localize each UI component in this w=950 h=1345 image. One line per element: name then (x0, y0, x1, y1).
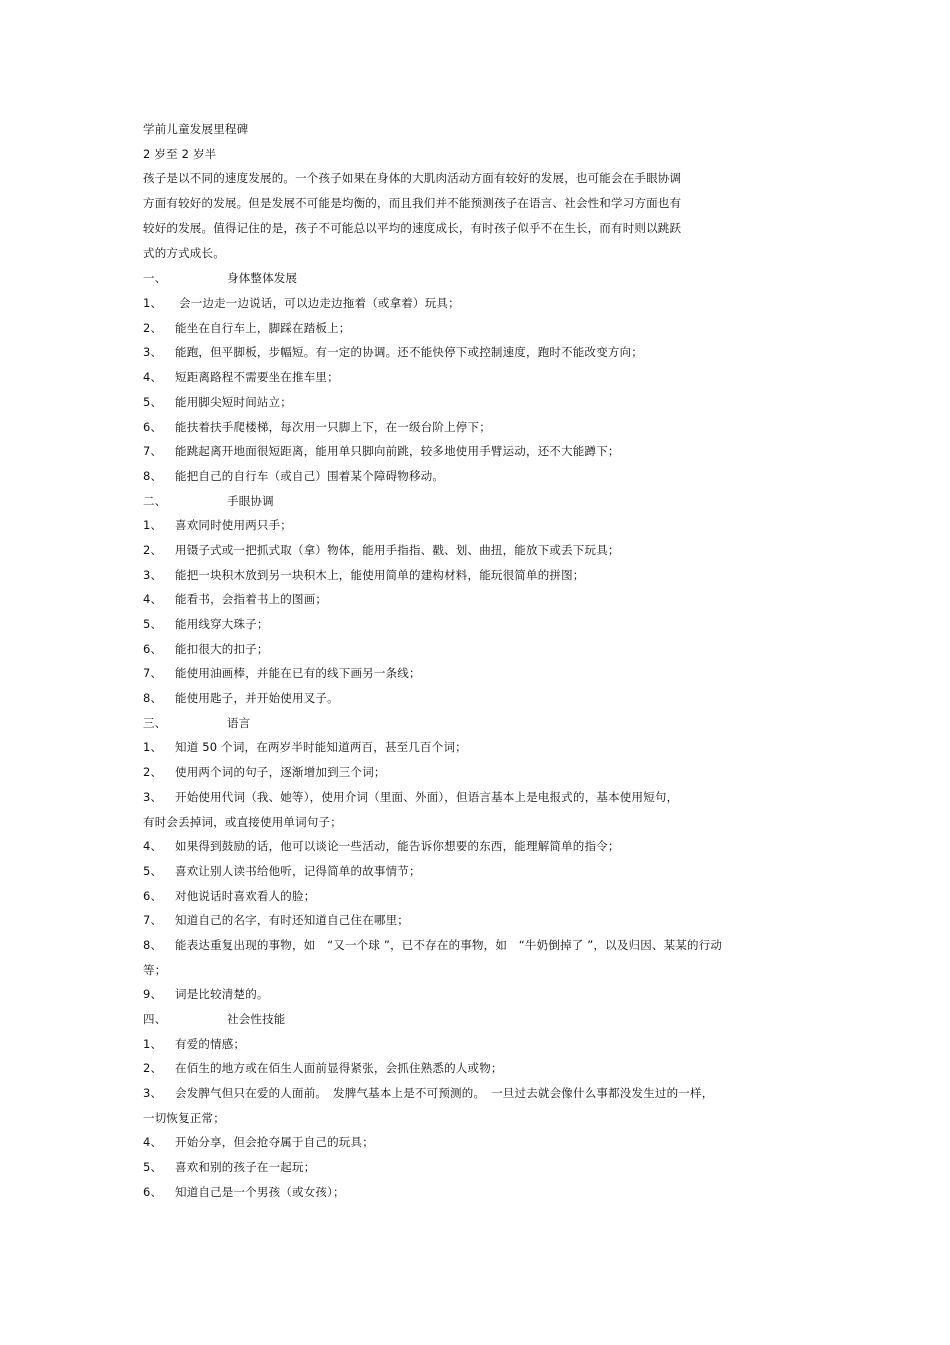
section-heading (143, 266, 803, 291)
item-text: 等； (143, 962, 167, 977)
item-text: 能用线穿大珠子； (175, 617, 269, 631)
item-text: 能使用油画棒，并能在已有的线下画另一条线； (175, 666, 421, 681)
item-number: 7、 (143, 444, 163, 459)
list-item (143, 365, 803, 390)
list-item-continuation (143, 1106, 803, 1131)
section-title: 社会性技能 (227, 1012, 286, 1026)
item-text: 能坐在自行车上，脚踩在踏板上； (175, 320, 351, 335)
item-text: 用镊子式或一把抓式取（拿）物体，能用手指指、戳、划、曲扭，能放下或丢下玩具； (175, 542, 620, 557)
section-number: 三、 (143, 715, 167, 730)
item-text: 喜欢让别人读书给他听，记得简单的故事情节； (175, 863, 421, 878)
item-number: 4、 (143, 370, 163, 385)
item-number: 6、 (143, 641, 163, 656)
section-title: 身体整体发展 (227, 271, 298, 286)
item-text: 能表达重复出现的事物，如 “又一个球 ”，已不存在的事物，如 “牛奶倒掉了 ”，以及归因、某某的行动 (175, 937, 723, 952)
item-text: 在佰生的地方或在佰生人面前显得紧张，会抓住熟悉的人或物； (175, 1061, 503, 1076)
list-item (143, 1081, 803, 1106)
list-item (143, 1056, 803, 1081)
item-number: 4、 (143, 1135, 163, 1150)
list-item-continuation (143, 810, 803, 835)
intro-line: 式的方式成长。 (143, 246, 225, 261)
list-item (143, 1155, 803, 1180)
section-heading (143, 1007, 803, 1032)
item-text: 能跑，但平脚板，步幅短。有一定的协调。还不能快停下或控制速度，跑时不能改变方向； (175, 345, 643, 360)
item-text: 能看书，会指着书上的图画； (175, 592, 328, 607)
item-text: 知道自己的名字，有时还知道自己住在哪里； (175, 913, 409, 928)
item-number: 1、 (143, 518, 163, 533)
intro-paragraph (143, 166, 743, 266)
item-number: 2、 (143, 1061, 163, 1076)
section-heading (143, 489, 803, 514)
item-text: 有时会丢掉词，或直接使用单词句子； (143, 814, 342, 829)
list-item (143, 834, 803, 859)
item-text: 知道自己是一个男孩（或女孩）； (175, 1184, 345, 1199)
intro-line: 孩子是以不同的速度发展的。一个孩子如果在身体的大肌肉活动方面有较好的发展，也可能会在手眼协调 (143, 171, 682, 186)
item-number: 7、 (143, 913, 163, 928)
list-item (143, 1032, 803, 1057)
item-text: 使用两个词的句子，逐渐增加到三个词； (175, 765, 386, 780)
section-number: 一、 (143, 271, 167, 286)
item-text: 如果得到鼓励的话，他可以谈论一些活动，能告诉你想要的东西，能理解简单的指令； (175, 839, 620, 854)
list-item (143, 563, 803, 588)
item-text: 一切恢复正常； (143, 1110, 225, 1125)
list-item (143, 612, 803, 637)
list-item (143, 291, 803, 316)
item-number: 5、 (143, 394, 163, 409)
list-item (143, 785, 803, 810)
intro-line: 较好的发展。值得记住的是，孩子不可能总以平均的速度成长，有时孩子似乎不在生长，而有时则以跳跃 (143, 221, 682, 236)
list-item (143, 859, 803, 884)
item-number: 1、 (143, 740, 163, 755)
list-item (143, 390, 803, 415)
section-heading (143, 711, 803, 736)
section-number: 四、 (143, 1012, 167, 1026)
list-item (143, 316, 803, 341)
item-number: 7、 (143, 666, 163, 681)
item-number: 3、 (143, 1086, 163, 1101)
list-item (143, 884, 803, 909)
item-text: 开始使用代词（我、她等），使用介词（里面、外面），但语言基本上是电报式的，基本使用短句， (175, 789, 679, 804)
item-number: 3、 (143, 345, 163, 360)
item-text: 能扣很大的扣子； (175, 641, 269, 656)
item-number: 5、 (143, 1160, 163, 1175)
item-text: 开始分享，但会抢夺属于自己的玩具； (175, 1135, 374, 1150)
item-text: 能把一块积木放到另一块积木上，能使用简单的建构材料，能玩很简单的拼图； (175, 567, 585, 582)
list-item (143, 661, 803, 686)
list-item (143, 686, 803, 711)
list-item (143, 439, 803, 464)
item-number: 3、 (143, 789, 163, 804)
item-number: 2、 (143, 542, 163, 557)
item-number: 8、 (143, 468, 163, 483)
list-item (143, 760, 803, 785)
intro-line: 方面有较好的发展。但是发展不可能是均衡的，而且我们并不能预测孩子在语言、社会性和学习方面也有 (143, 196, 682, 211)
item-number: 8、 (143, 937, 163, 952)
item-text: 喜欢和别的孩子在一起玩； (175, 1160, 316, 1175)
item-number: 6、 (143, 888, 163, 903)
item-text: 喜欢同时使用两只手； (175, 518, 292, 533)
list-item (143, 735, 803, 760)
item-text: 会发脾气但只在爱的人面前。 发脾气基本上是不可预测的。 一旦过去就会像什么事都没发生过的一样， (175, 1086, 714, 1101)
item-text: 能跳起离开地面很短距离，能用单只脚向前跳，较多地使用手臂运动，还不大能蹲下； (175, 444, 620, 459)
list-item (143, 933, 803, 958)
list-item (143, 538, 803, 563)
item-number: 6、 (143, 419, 163, 434)
item-number: 3、 (143, 567, 163, 582)
item-number: 2、 (143, 765, 163, 780)
item-number: 4、 (143, 839, 163, 854)
item-number: 6、 (143, 1184, 163, 1199)
item-number: 1、 (143, 296, 163, 311)
item-text: 词是比较清楚的。 (175, 987, 269, 1002)
item-number: 8、 (143, 691, 163, 706)
item-text: 能把自己的自行车（或自己）围着某个障碍物移动。 (175, 468, 445, 483)
item-number: 4、 (143, 592, 163, 607)
section-number: 二、 (143, 493, 167, 508)
item-number: 5、 (143, 617, 163, 631)
item-text: 能使用匙子，并开始使用叉子。 (175, 691, 339, 706)
list-item (143, 340, 803, 365)
list-item (143, 637, 803, 662)
item-text: 知道 50 个词，在两岁半时能知道两百，甚至几百个词； (175, 740, 467, 755)
item-text: 对他说话时喜欢看人的脸； (175, 888, 316, 903)
item-number: 9、 (143, 987, 163, 1002)
list-item (143, 908, 803, 933)
list-item (143, 464, 803, 489)
item-text: 能扶着扶手爬楼梯，每次用一只脚上下，在一级台阶上停下； (175, 419, 491, 434)
item-number: 5、 (143, 863, 163, 878)
age-range-heading: 2 岁至 2 岁半 (143, 146, 217, 161)
item-text: 有爱的情感； (175, 1036, 246, 1051)
item-number: 1、 (143, 1036, 163, 1051)
item-text: 会一边走一边说话，可以边走边拖着（或拿着）玩具； (179, 296, 460, 311)
section-title: 语言 (227, 715, 251, 730)
list-item (143, 982, 803, 1007)
list-item-continuation (143, 958, 803, 983)
list-item (143, 1180, 803, 1205)
item-number: 2、 (143, 320, 163, 335)
section-title: 手眼协调 (227, 493, 274, 508)
document-title: 学前儿童发展里程碑 (143, 122, 249, 136)
list-item (143, 1130, 803, 1155)
list-item (143, 415, 803, 440)
list-item (143, 587, 803, 612)
item-text: 短距离路程不需要坐在推车里； (175, 370, 339, 385)
list-item (143, 513, 803, 538)
item-text: 能用脚尖短时间站立； (175, 394, 292, 409)
document-page (143, 117, 803, 1205)
